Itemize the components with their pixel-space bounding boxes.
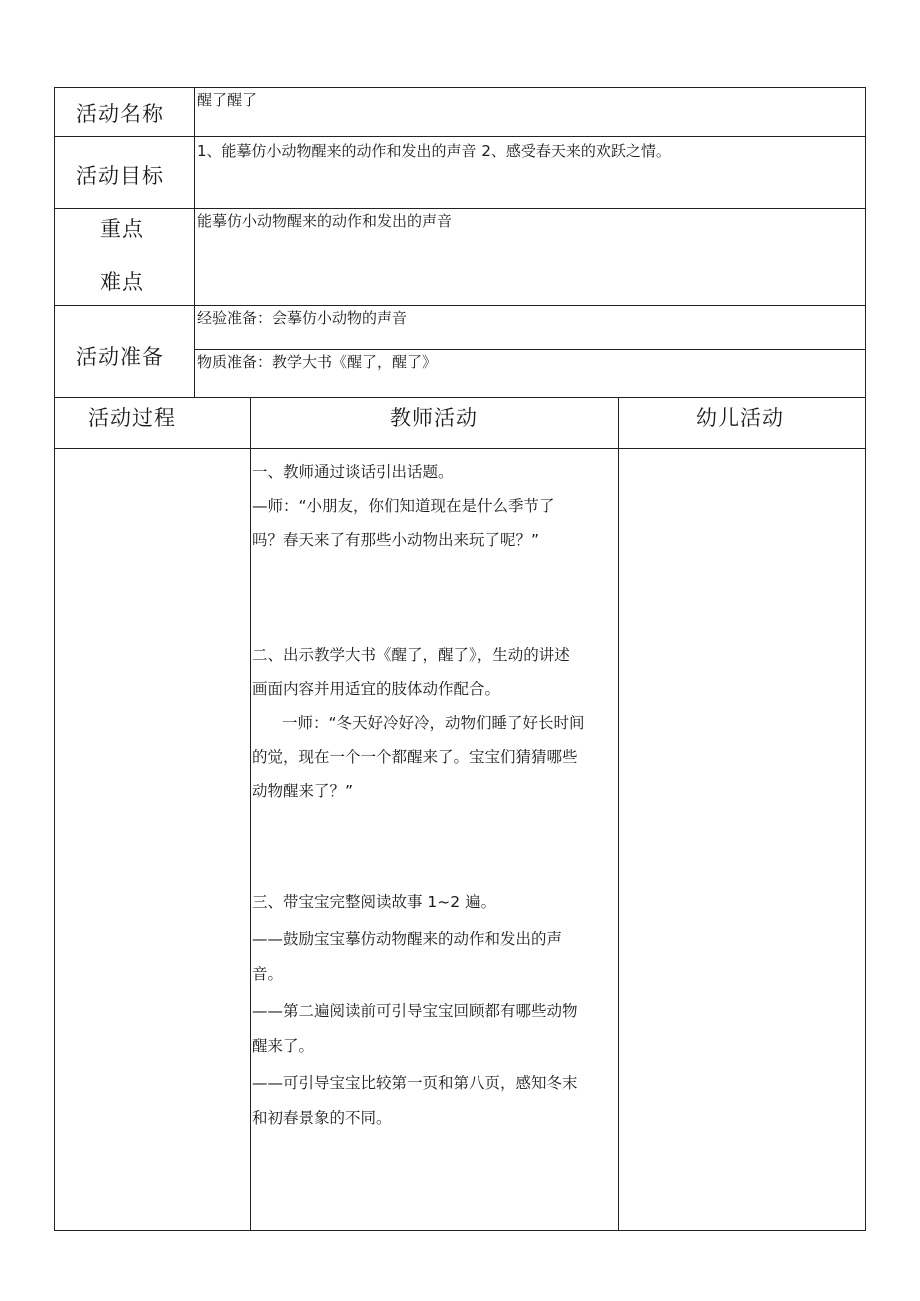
step-1-line: 一、教师通过谈话引出话题。 bbox=[252, 463, 454, 481]
step-2-line: 画面内容并用适宜的肢体动作配合。 bbox=[252, 680, 501, 698]
activity-goal-label: 活动目标 bbox=[76, 164, 164, 188]
key-difficult-value: 能摹仿小动物醒来的动作和发出的声音 bbox=[197, 212, 453, 230]
step-3-line: 醒来了。 bbox=[252, 1037, 315, 1055]
child-activity-cell bbox=[618, 448, 866, 1231]
step-2-line: 二、出示教学大书《醒了，醒了》，生动的讲述 bbox=[252, 646, 570, 664]
key-point-label: 重点 bbox=[100, 217, 144, 241]
process-label: 活动过程 bbox=[88, 406, 176, 430]
teacher-activity-header: 教师活动 bbox=[390, 406, 478, 430]
activity-name-label: 活动名称 bbox=[76, 102, 164, 126]
step-3-line: ——鼓励宝宝摹仿动物醒来的动作和发出的声 bbox=[252, 930, 563, 948]
difficult-point-label: 难点 bbox=[100, 270, 144, 294]
step-3-line: 音。 bbox=[252, 965, 284, 983]
process-body-col1 bbox=[54, 448, 251, 1231]
teacher-step-2 bbox=[252, 638, 614, 808]
teacher-step-3 bbox=[252, 885, 614, 1136]
step-3-line: 和初春景象的不同。 bbox=[252, 1109, 392, 1127]
step-1-line: —师：“小朋友，你们知道现在是什么季节了 bbox=[252, 497, 555, 515]
activity-goal-value: 1、能摹仿小动物醒来的动作和发出的声音 2、感受春天来的欢跃之情。 bbox=[197, 142, 671, 160]
step-2-line: 一师：“冬天好冷好冷，动物们睡了好长时间 bbox=[282, 714, 585, 732]
step-3-line: ——可引导宝宝比较第一页和第八页，感知冬末 bbox=[252, 1074, 578, 1092]
activity-name-value: 醒了醒了 bbox=[197, 91, 258, 109]
activity-name-value-cell bbox=[194, 87, 866, 137]
experience-prep-value: 经验准备：会摹仿小动物的声音 bbox=[197, 309, 408, 327]
step-2-line: 动物醒来了？” bbox=[252, 782, 354, 800]
teacher-step-1 bbox=[252, 455, 614, 557]
step-1-line: 吗？春天来了有那些小动物出来玩了呢？” bbox=[252, 531, 540, 549]
child-activity-header: 幼儿活动 bbox=[696, 406, 784, 430]
step-3-line: ——第二遍阅读前可引导宝宝回顾都有哪些动物 bbox=[252, 1002, 578, 1020]
material-prep-value: 物质准备：教学大书《醒了，醒了》 bbox=[197, 353, 438, 371]
preparation-label: 活动准备 bbox=[76, 345, 164, 369]
step-2-line: 的觉，现在一个一个都醒来了。宝宝们猜猜哪些 bbox=[252, 748, 578, 766]
step-3-line: 三、带宝宝完整阅读故事 1~2 遍。 bbox=[252, 893, 497, 911]
